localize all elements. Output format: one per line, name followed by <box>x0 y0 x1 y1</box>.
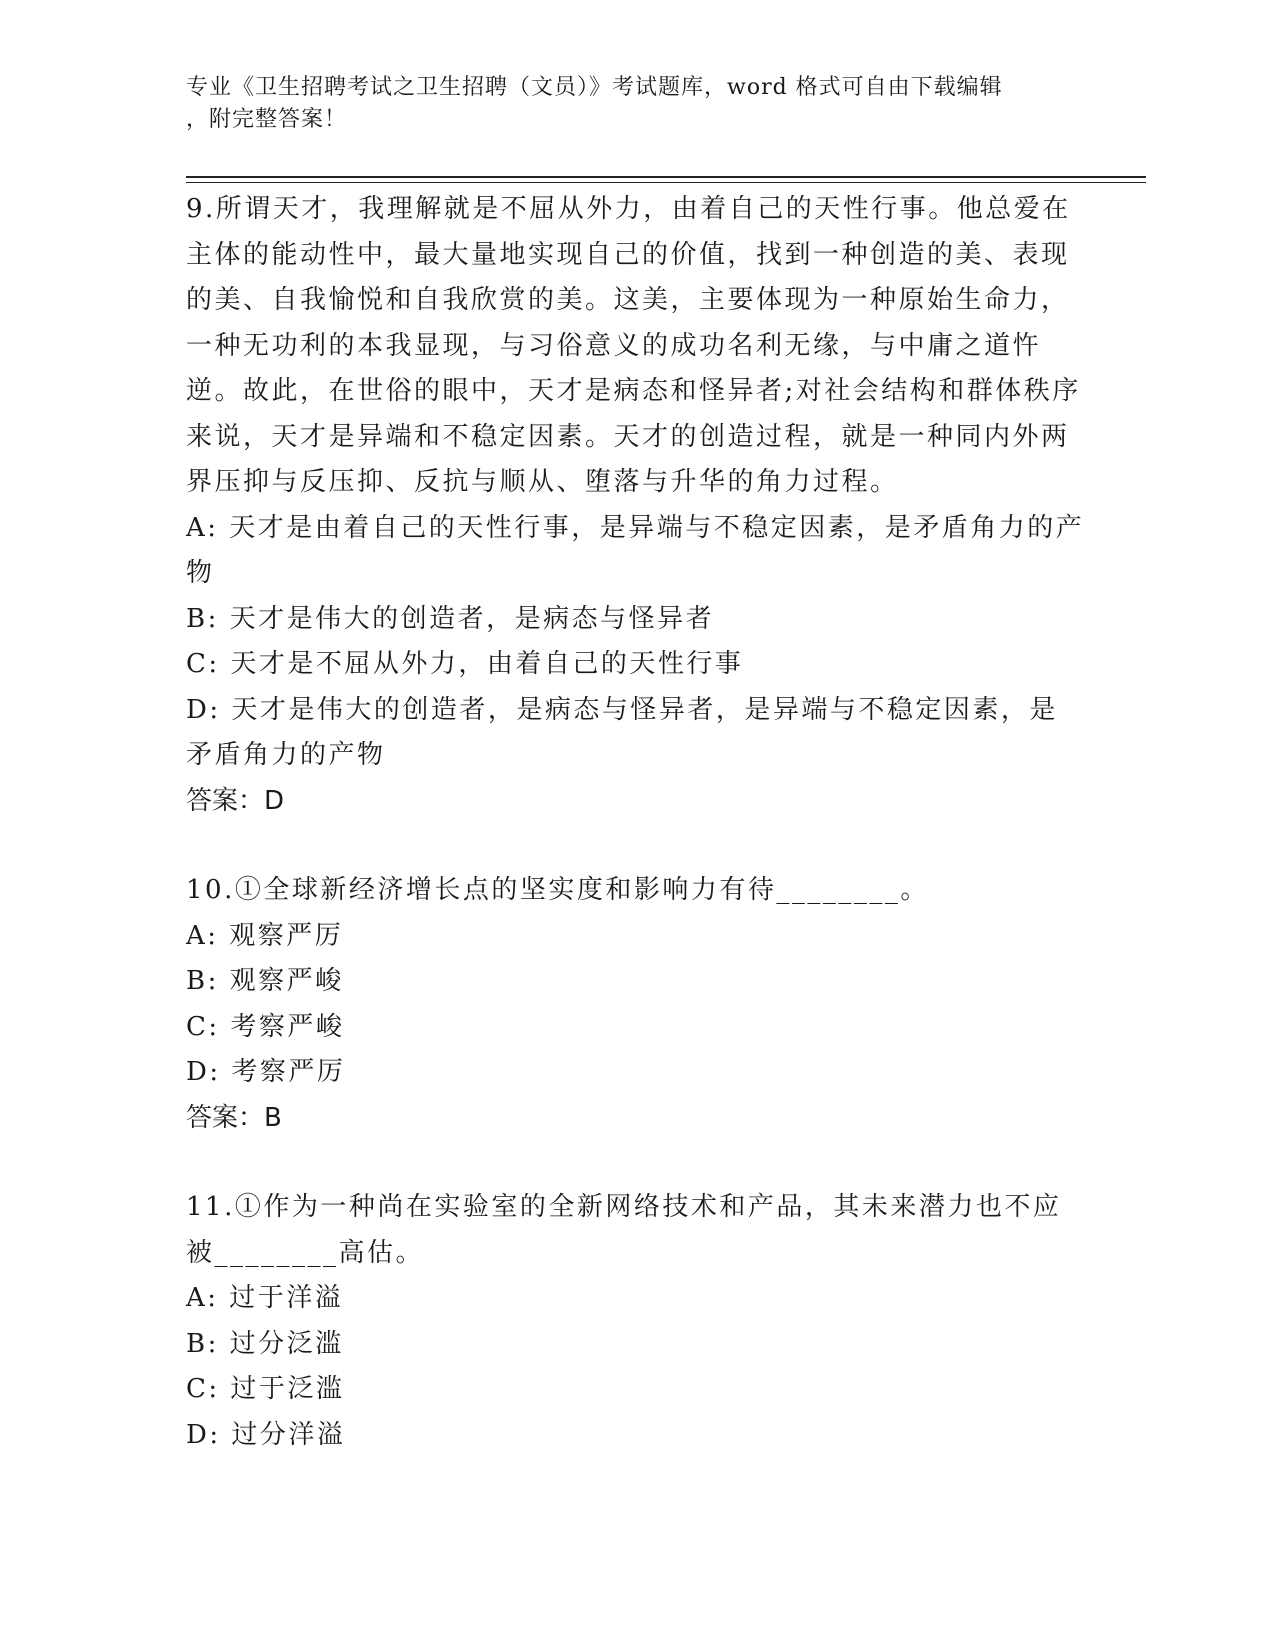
question-stem: 11.①作为一种尚在实验室的全新网络技术和产品，其未来潜力也不应被________高估。 <box>186 1192 1062 1268</box>
option-c: C: 过于泛滥 <box>186 1374 345 1404</box>
option-c: C: 天才是不屈从外力，由着自己的天性行事 <box>186 649 744 679</box>
question-9 <box>186 187 1086 824</box>
option-a: A: 观察严厉 <box>186 920 344 951</box>
header-line-2: ，附完整答案！ <box>186 107 348 132</box>
option-d: D: 天才是伟大的创造者，是病态与怪异者，是异端与不稳定因素，是矛盾角力的产物 <box>186 694 1058 770</box>
option-b: B: 过分泛滥 <box>186 1328 344 1359</box>
answer: 答案：D <box>186 785 285 816</box>
header-divider-thick <box>186 176 1146 178</box>
header-divider-thin <box>186 182 1146 183</box>
option-d: D: 过分洋溢 <box>186 1419 346 1450</box>
question-spacer <box>186 1141 1086 1185</box>
option-d: D: 考察严厉 <box>186 1057 346 1087</box>
question-spacer <box>186 824 1086 868</box>
document-header <box>186 72 1066 136</box>
question-11 <box>186 1185 1086 1458</box>
question-list <box>186 187 1086 1458</box>
question-10 <box>186 868 1086 1141</box>
option-a: A: 过于洋溢 <box>186 1283 344 1313</box>
option-b: B: 天才是伟大的创造者，是病态与怪异者 <box>186 603 715 634</box>
question-stem: 9.所谓天才，我理解就是不屈从外力，由着自己的天性行事。他总爱在主体的能动性中，最大量地实现自己的价值，找到一种创造的美、表现的美、自我愉悦和自我欣赏的美。这美，主要体现为一种原始生命力，一种无功利的本我显现，与习俗意义的成功名利无缘，与中庸之道忤逆。故此，在世俗的眼中，天才是病态和怪异者;对社会结构和群体秩序来说，天才是异端和不稳定因素。天才的创造过程，就是一种同内外两界压抑与反压抑、反抗与顺从、堕落与升华的角力过程。 <box>186 194 1081 497</box>
answer: 答案：B <box>186 1102 282 1133</box>
option-b: B: 观察严峻 <box>186 966 344 996</box>
option-a: A: 天才是由着自己的天性行事，是异端与不稳定因素，是矛盾角力的产物 <box>186 512 1085 588</box>
question-stem: 10.①全球新经济增长点的坚实度和影响力有待________。 <box>186 875 929 905</box>
option-c: C: 考察严峻 <box>186 1011 345 1042</box>
header-line-1: 专业《卫生招聘考试之卫生招聘（文员）》考试题库，word 格式可自由下载编辑 <box>186 75 1003 100</box>
